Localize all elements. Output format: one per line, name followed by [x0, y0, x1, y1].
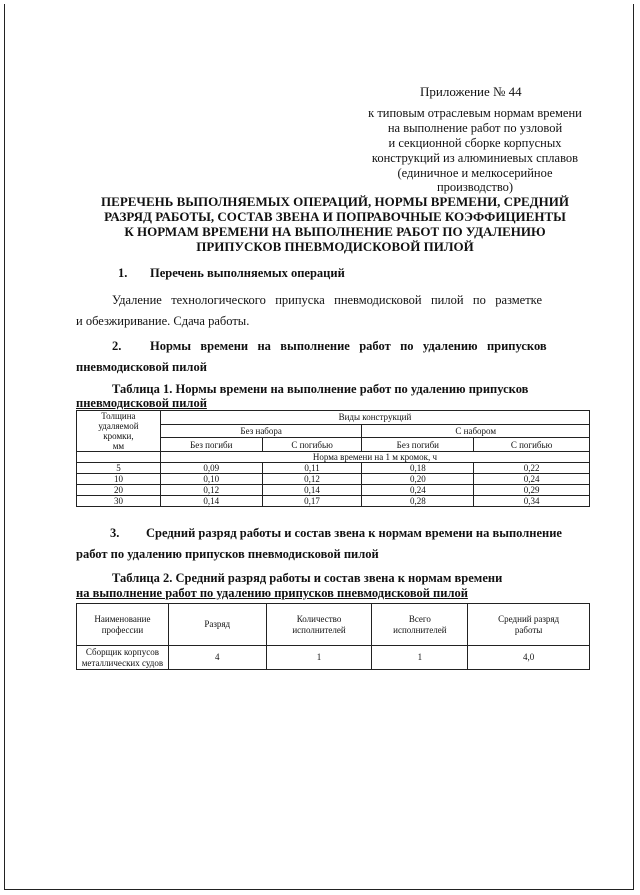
table-cell: 0,12 — [160, 485, 262, 496]
table-cell: 20 — [77, 485, 161, 496]
with-bend-header: С погибью — [262, 438, 362, 452]
section1-text-line1: Удаление технологического припуска пневмодисковой пилой по разметке — [112, 293, 542, 307]
table-cell: 0,29 — [474, 485, 590, 496]
table2-caption-line2: на выполнение работ по удалению припусков пневмодисковой пилой — [76, 586, 468, 600]
section1-number: 1. — [118, 266, 128, 280]
title-line: РАЗРЯД РАБОТЫ, СОСТАВ ЗВЕНА И ПОПРАВОЧНЫЕ КОЭФФИЦИЕНТЫ — [104, 209, 566, 224]
header-profession: Наименование профессии — [77, 604, 169, 646]
avg-cell: 4,0 — [468, 646, 590, 670]
without-set-header: Без набора — [160, 424, 362, 438]
section2-title-line2: пневмодисковой пилой — [76, 360, 207, 374]
table-cell: 0,11 — [262, 463, 362, 474]
table1-caption-line2: пневмодисковой пилой — [76, 396, 207, 410]
table-cell: 0,22 — [474, 463, 590, 474]
section3-title-line2: работ по удалению припусков пневмодисковой пилой — [76, 547, 379, 561]
total-cell: 1 — [372, 646, 468, 670]
with-set-header: С набором — [362, 424, 590, 438]
section2-title-line1: Нормы времени на выполнение работ по удалению припусков — [150, 339, 547, 353]
appendix-line: и секционной сборке корпусных — [388, 136, 562, 150]
norm-header: Норма времени на 1 м кромок, ч — [160, 452, 589, 463]
thickness-header-cont — [77, 452, 161, 463]
table2-caption-line1: Таблица 2. Средний разряд работы и состав звена к нормам времени — [112, 571, 503, 585]
table-cell: 0,24 — [474, 474, 590, 485]
title-line: ПЕРЕЧЕНЬ ВЫПОЛНЯЕМЫХ ОПЕРАЦИЙ, НОРМЫ ВРЕМЕНИ, СРЕДНИЙ — [101, 194, 569, 209]
table-row — [77, 463, 590, 474]
table-cell: 0,17 — [262, 496, 362, 507]
header-total: Всего исполнителей — [372, 604, 468, 646]
appendix-line: на выполнение работ по узловой — [387, 121, 563, 135]
table-cell: 0,18 — [362, 463, 474, 474]
table-cell: 0,10 — [160, 474, 262, 485]
table-cell: 0,09 — [160, 463, 262, 474]
header-avg: Средний разряд работы — [468, 604, 590, 646]
with-bend-header: С погибью — [474, 438, 590, 452]
table-cell: 0,34 — [474, 496, 590, 507]
crew-table — [76, 603, 590, 670]
appendix-number: Приложение № 44 — [420, 84, 522, 99]
document-title — [80, 194, 590, 254]
grade-cell: 4 — [168, 646, 266, 670]
table-row — [77, 474, 590, 485]
types-header: Виды конструкций — [160, 411, 589, 425]
appendix-line: (единичное и мелкосерийное производство) — [397, 166, 553, 194]
table-cell: 0,24 — [362, 485, 474, 496]
section3-number: 3. — [110, 526, 120, 540]
section1-text-line2: и обезжиривание. Сдача работы. — [76, 314, 250, 328]
header-grade: Разряд — [168, 604, 266, 646]
appendix-line: к типовым отраслевым нормам времени — [368, 106, 582, 120]
table-row — [77, 485, 590, 496]
table-row — [77, 646, 590, 670]
table-cell: 10 — [77, 474, 161, 485]
table-cell: 0,12 — [262, 474, 362, 485]
section1-title: Перечень выполняемых операций — [150, 266, 345, 280]
profession-cell: Сборщик корпусов металлических судов — [77, 646, 169, 670]
section2-number: 2. — [112, 339, 122, 353]
table-cell: 5 — [77, 463, 161, 474]
table1-caption-line1: Таблица 1. Нормы времени на выполнение работ по удалению припусков — [112, 382, 529, 396]
no-bend-header: Без погиби — [362, 438, 474, 452]
table-cell: 0,28 — [362, 496, 474, 507]
table-cell: 0,14 — [262, 485, 362, 496]
appendix-line: конструкций из алюминиевых сплавов — [371, 151, 579, 165]
thickness-header: Толщина удаляемой кромки, мм — [77, 411, 161, 452]
section3-title-line1: Средний разряд работы и состав звена к нормам времени на выполнение — [146, 526, 562, 540]
table-cell: 30 — [77, 496, 161, 507]
header-count: Количество исполнителей — [266, 604, 372, 646]
norms-table — [76, 410, 590, 507]
table-cell: 0,14 — [160, 496, 262, 507]
table-cell: 0,20 — [362, 474, 474, 485]
count-cell: 1 — [266, 646, 372, 670]
title-line: К НОРМАМ ВРЕМЕНИ НА ВЫПОЛНЕНИЕ РАБОТ ПО УДАЛЕНИЮ — [124, 224, 546, 239]
no-bend-header: Без погиби — [160, 438, 262, 452]
title-line: ПРИПУСКОВ ПНЕВМОДИСКОВОЙ ПИЛОЙ — [196, 239, 474, 254]
table-row — [77, 496, 590, 507]
